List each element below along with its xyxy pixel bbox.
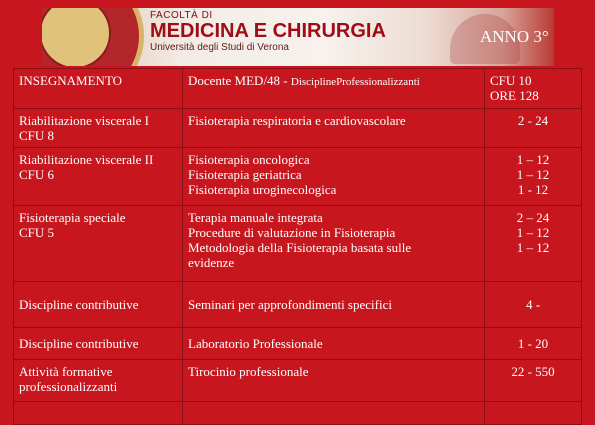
header-insegnamento: INSEGNAMENTO	[14, 69, 183, 109]
table-row	[14, 282, 582, 328]
cell-docente: Laboratorio Professionale	[183, 328, 485, 360]
faculty-banner	[42, 8, 554, 66]
cell-empty	[14, 402, 183, 425]
seal-emblem	[42, 8, 111, 66]
cell-docente: Fisioterapia respiratoria e cardiovascolare	[183, 109, 485, 148]
curriculum-table	[13, 68, 582, 425]
cell-docente: Terapia manuale integrata Procedure di valutazione in Fisioterapia Metodologia della Fisioterapia basata sulle evidenze	[183, 206, 485, 282]
cell-empty	[183, 402, 485, 425]
table-row	[14, 328, 582, 360]
header-docente-small: DisciplineProfessionalizzanti	[290, 76, 420, 88]
cell-insegnamento: Discipline contributive	[14, 328, 183, 360]
cell-insegnamento: Riabilitazione viscerale II CFU 6	[14, 148, 183, 206]
university-name: Università degli Studi di Verona	[150, 42, 289, 53]
table-row	[14, 206, 582, 282]
header-cfu-ore: CFU 10 ORE 128	[485, 69, 582, 109]
faculty-line: FACOLTÀ DI	[150, 10, 213, 21]
cell-cfu-ore: 1 - 20	[485, 328, 582, 360]
cell-insegnamento: Attività formative professionalizzanti	[14, 360, 183, 402]
table-row	[14, 148, 582, 206]
table-row	[14, 109, 582, 148]
table-header-row	[14, 69, 582, 109]
faculty-brand	[150, 11, 386, 53]
year-label: ANNO 3°	[480, 27, 549, 46]
header-docente	[183, 69, 485, 109]
cell-insegnamento: Fisioterapia speciale CFU 5	[14, 206, 183, 282]
cell-insegnamento: Riabilitazione viscerale I CFU 8	[14, 109, 183, 148]
cell-cfu-ore: 1 – 12 1 – 12 1 - 12	[485, 148, 582, 206]
cell-cfu-ore: 2 – 24 1 – 12 1 – 12	[485, 206, 582, 282]
cell-cfu-ore: 4 -	[485, 282, 582, 328]
university-seal-logo	[42, 8, 144, 66]
table-row-empty	[14, 402, 582, 425]
cell-empty	[485, 402, 582, 425]
cell-docente: Fisioterapia oncologica Fisioterapia geriatrica Fisioterapia uroginecologica	[183, 148, 485, 206]
cell-docente: Tirocinio professionale	[183, 360, 485, 402]
table-row	[14, 360, 582, 402]
cell-docente: Seminari per approfondimenti specifici	[183, 282, 485, 328]
faculty-name: MEDICINA E CHIRURGIA	[150, 20, 386, 42]
cell-cfu-ore: 2 - 24	[485, 109, 582, 148]
cell-insegnamento: Discipline contributive	[14, 282, 183, 328]
header-docente-main: Docente MED/48 -	[188, 73, 291, 88]
cell-cfu-ore: 22 - 550	[485, 360, 582, 402]
